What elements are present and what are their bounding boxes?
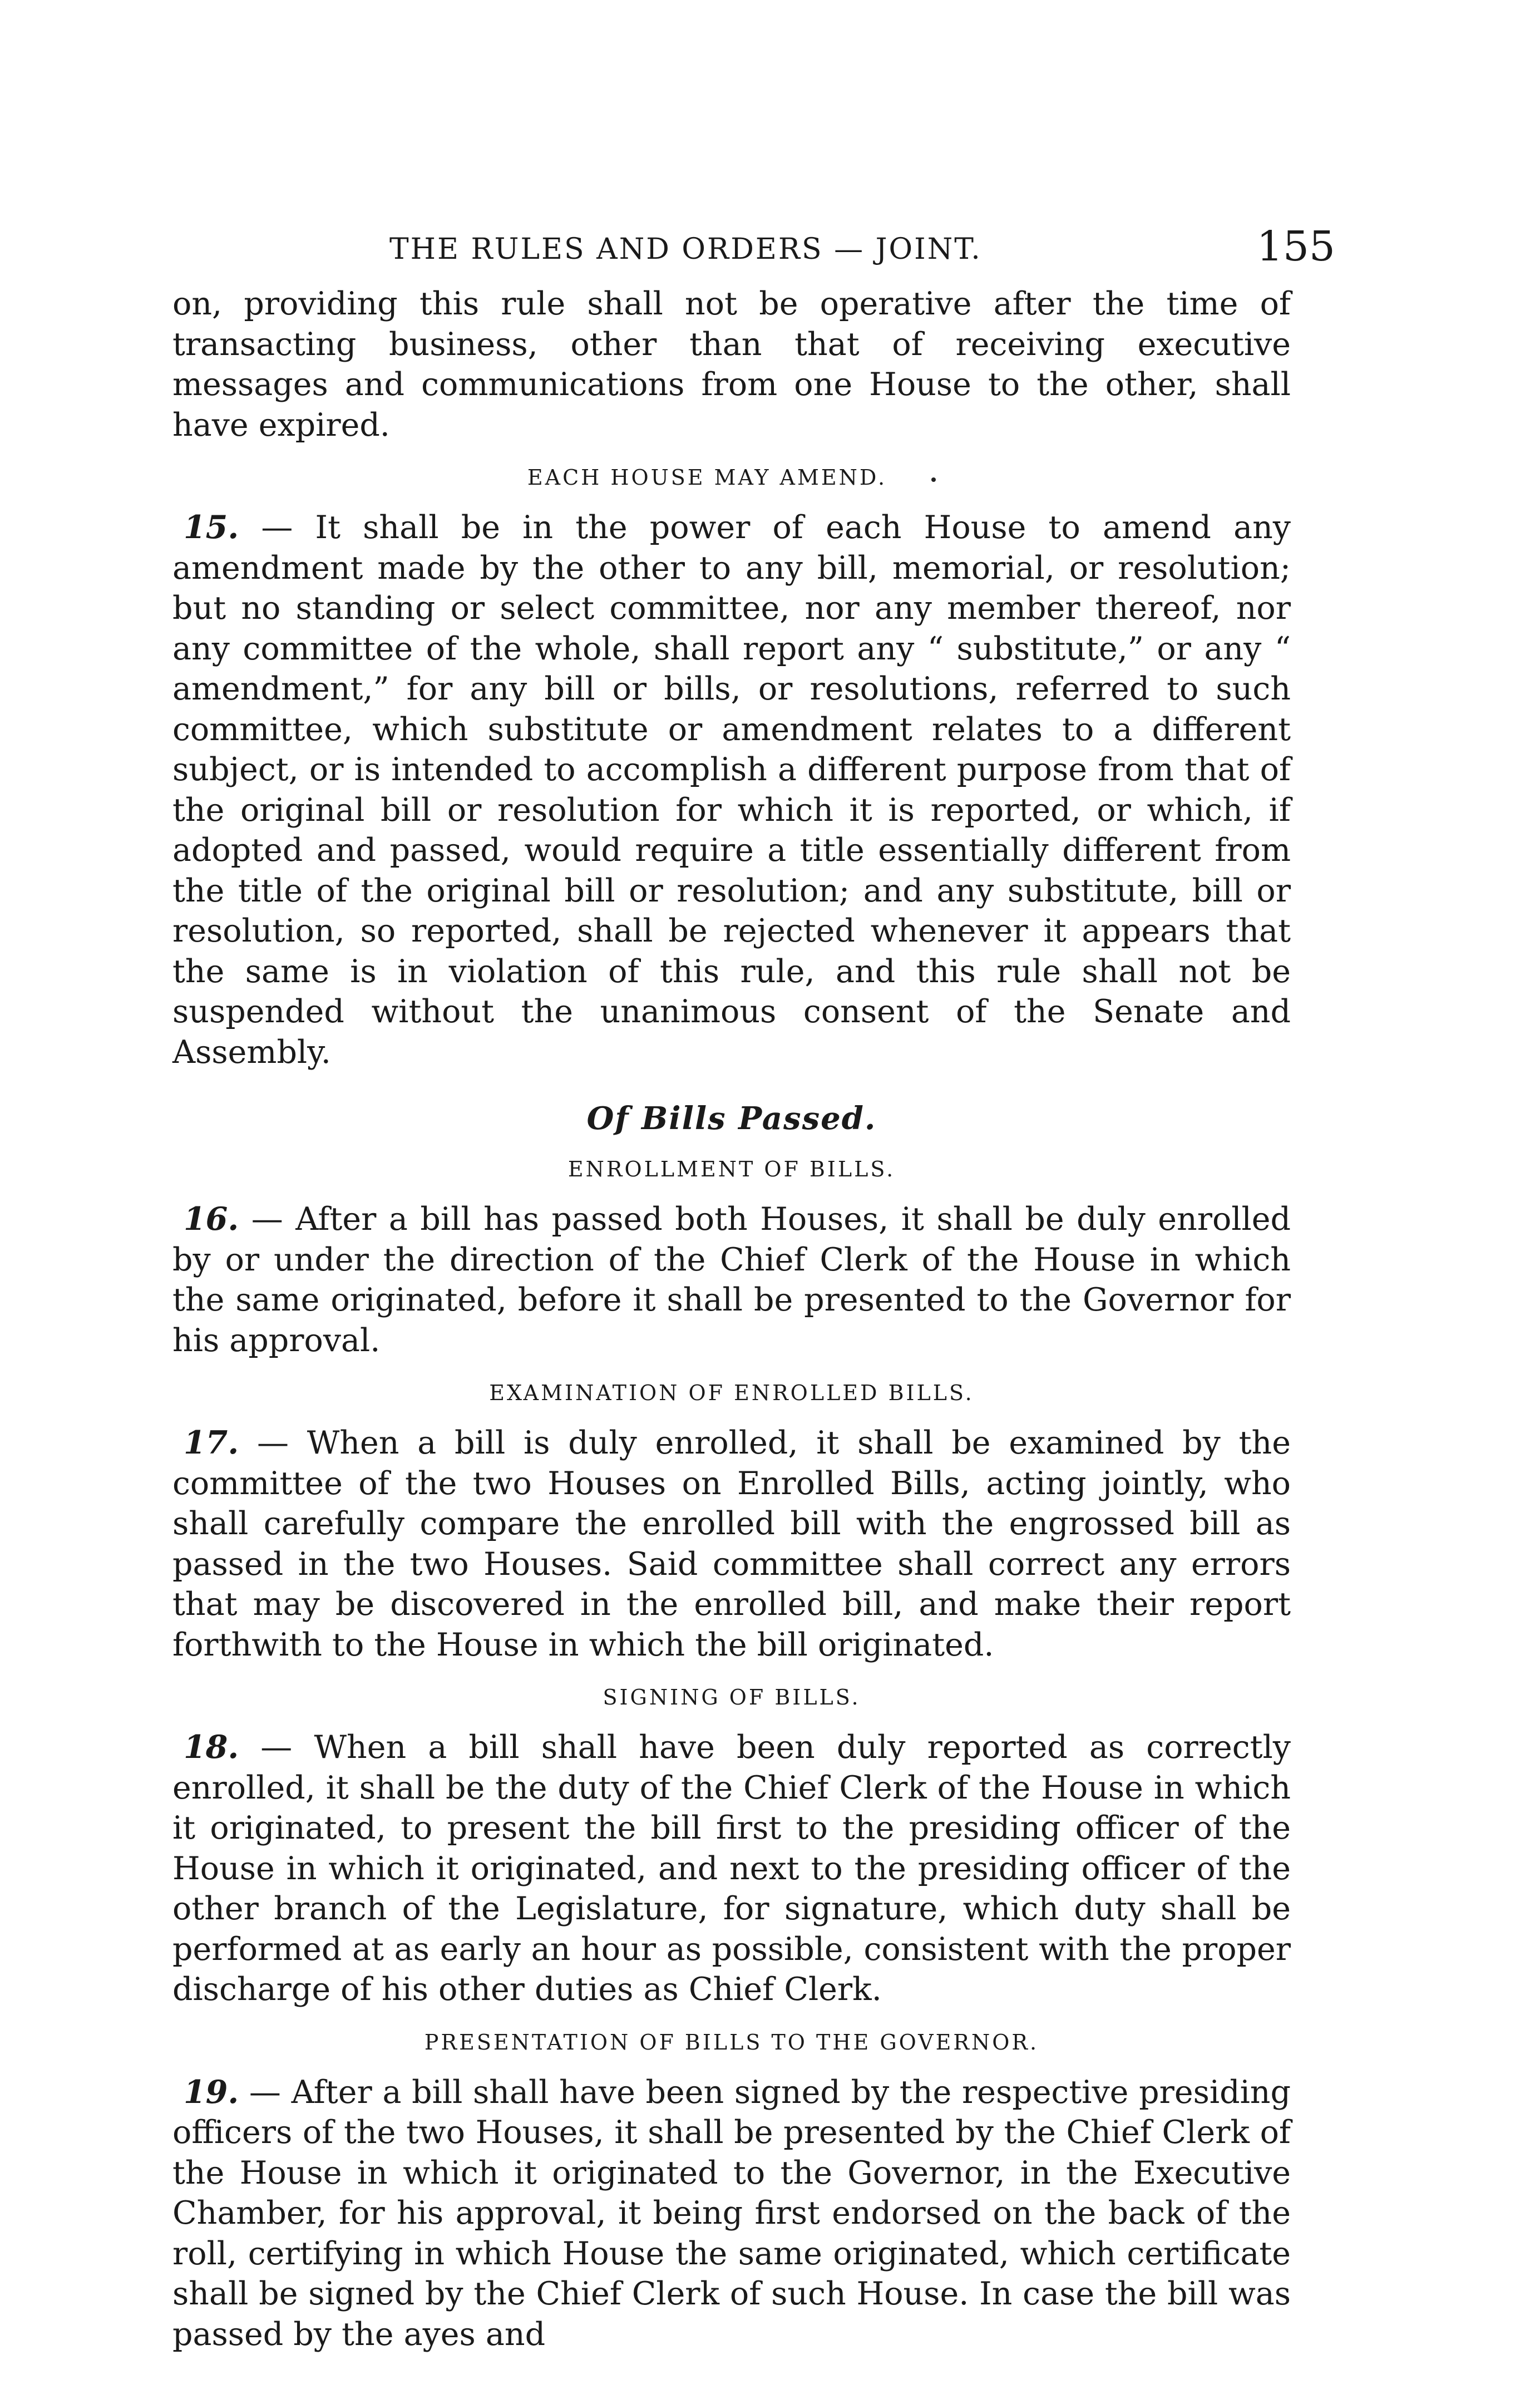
rule-text: When a bill is duly enrolled, it shall be examined by the committee of the two Houses on Enrolled Bills, acting jointly, who shall carefully compare the enrolled bill with the engrossed bill as passed in the two Houses. Said committee shall correct any errors that may be discovered in the enrolled bill, and make their report forthwith to the House in which the bill originated.	[172, 1425, 1291, 1663]
rule-heading: SIGNING OF BILLS.	[603, 1685, 861, 1710]
rule-number: 15.	[184, 509, 239, 546]
rule-text: When a bill shall have been duly reported as correctly enrolled, it shall be the duty of the Chief Clerk of the House in which it originated, to present the bill first to the presiding officer of the House in which it originated, and next to the presiding officer of the other branch of the Legislature, for signature, which duty shall be performed at as early an hour as possible, consistent with the proper discharge of his other duties as Chief Clerk.	[172, 1729, 1291, 2008]
rule-dash: —	[239, 1425, 307, 1461]
rule-heading: PRESENTATION OF BILLS TO THE GOVERNOR.	[424, 2029, 1039, 2055]
rule-heading: EXAMINATION OF ENROLLED BILLS.	[489, 1381, 974, 1405]
rule-number: 16.	[184, 1200, 239, 1238]
page-number: 155	[1256, 223, 1335, 270]
rule-text: After a bill shall have been signed by the respective presiding officers of the two Houses, it shall be presented by the Chief Clerk of the House in which it originated to the Governor, in the Executive Chamber, for his approval, it being first endorsed on the back of the roll, certifying in which House the same originated, which certificate shall be signed by the Chief Clerk of such House. In case the bill was passed by the ayes and	[172, 2073, 1291, 2353]
rule-heading: EACH HOUSE MAY AMEND.	[172, 465, 1291, 490]
book-page	[172, 223, 1335, 2354]
rule-heading: ENROLLMENT OF BILLS.	[567, 1157, 896, 1181]
rule-paragraph	[172, 1423, 1291, 1665]
rule-number: 18.	[184, 1728, 239, 1766]
rule-paragraph	[172, 1727, 1291, 2010]
rule-text: After a bill has passed both Houses, it shall be duly enrolled by or under the direction of the Chief Clerk of the House in which the same originated, before it shall be presented to the Governor for his approval.	[172, 1201, 1291, 1359]
running-head	[172, 223, 1335, 284]
rule-number: 19.	[184, 2073, 239, 2111]
rule-paragraph	[172, 508, 1291, 1072]
rule-paragraph	[172, 1199, 1291, 1361]
running-title: THE RULES AND ORDERS — JOINT.	[389, 233, 982, 266]
rule-paragraph	[172, 2072, 1291, 2355]
bullet-mark	[931, 477, 936, 482]
continuation-paragraph: on, providing this rule shall not be operative after the time of transacting business, other than that of receiving executive messages and communications from one House to the other, shall have expired.	[172, 285, 1291, 444]
section-title: Of Bills Passed.	[586, 1100, 877, 1137]
rule-dash: —	[239, 1201, 296, 1238]
rule-dash: —	[239, 1729, 314, 1766]
rule-dash: —	[239, 509, 315, 546]
rule-dash: —	[239, 2073, 292, 2111]
rule-text: It shall be in the power of each House to amend any amendment made by the other to any bill, memorial, or resolution; but no standing or select committee, nor any member thereof, nor any committee of the whole, shall report any “ substitute,” or any “ amendment,” for any bill or bills, or resolutions, referred to such committee, which substitute or amendment relates to a different subject, or is intended to accomplish a different purpose from that of the original bill or resolution for which it is reported, or which, if adopted and passed, would require a title essentially different from the title of the original bill or resolution; and any substitute, bill or resolution, so reported, shall be rejected whenever it appears that the same is in violation of this rule, and this rule shall not be suspended without the unanimous consent of the Senate and Assembly.	[172, 509, 1291, 1071]
rule-number: 17.	[184, 1424, 239, 1461]
